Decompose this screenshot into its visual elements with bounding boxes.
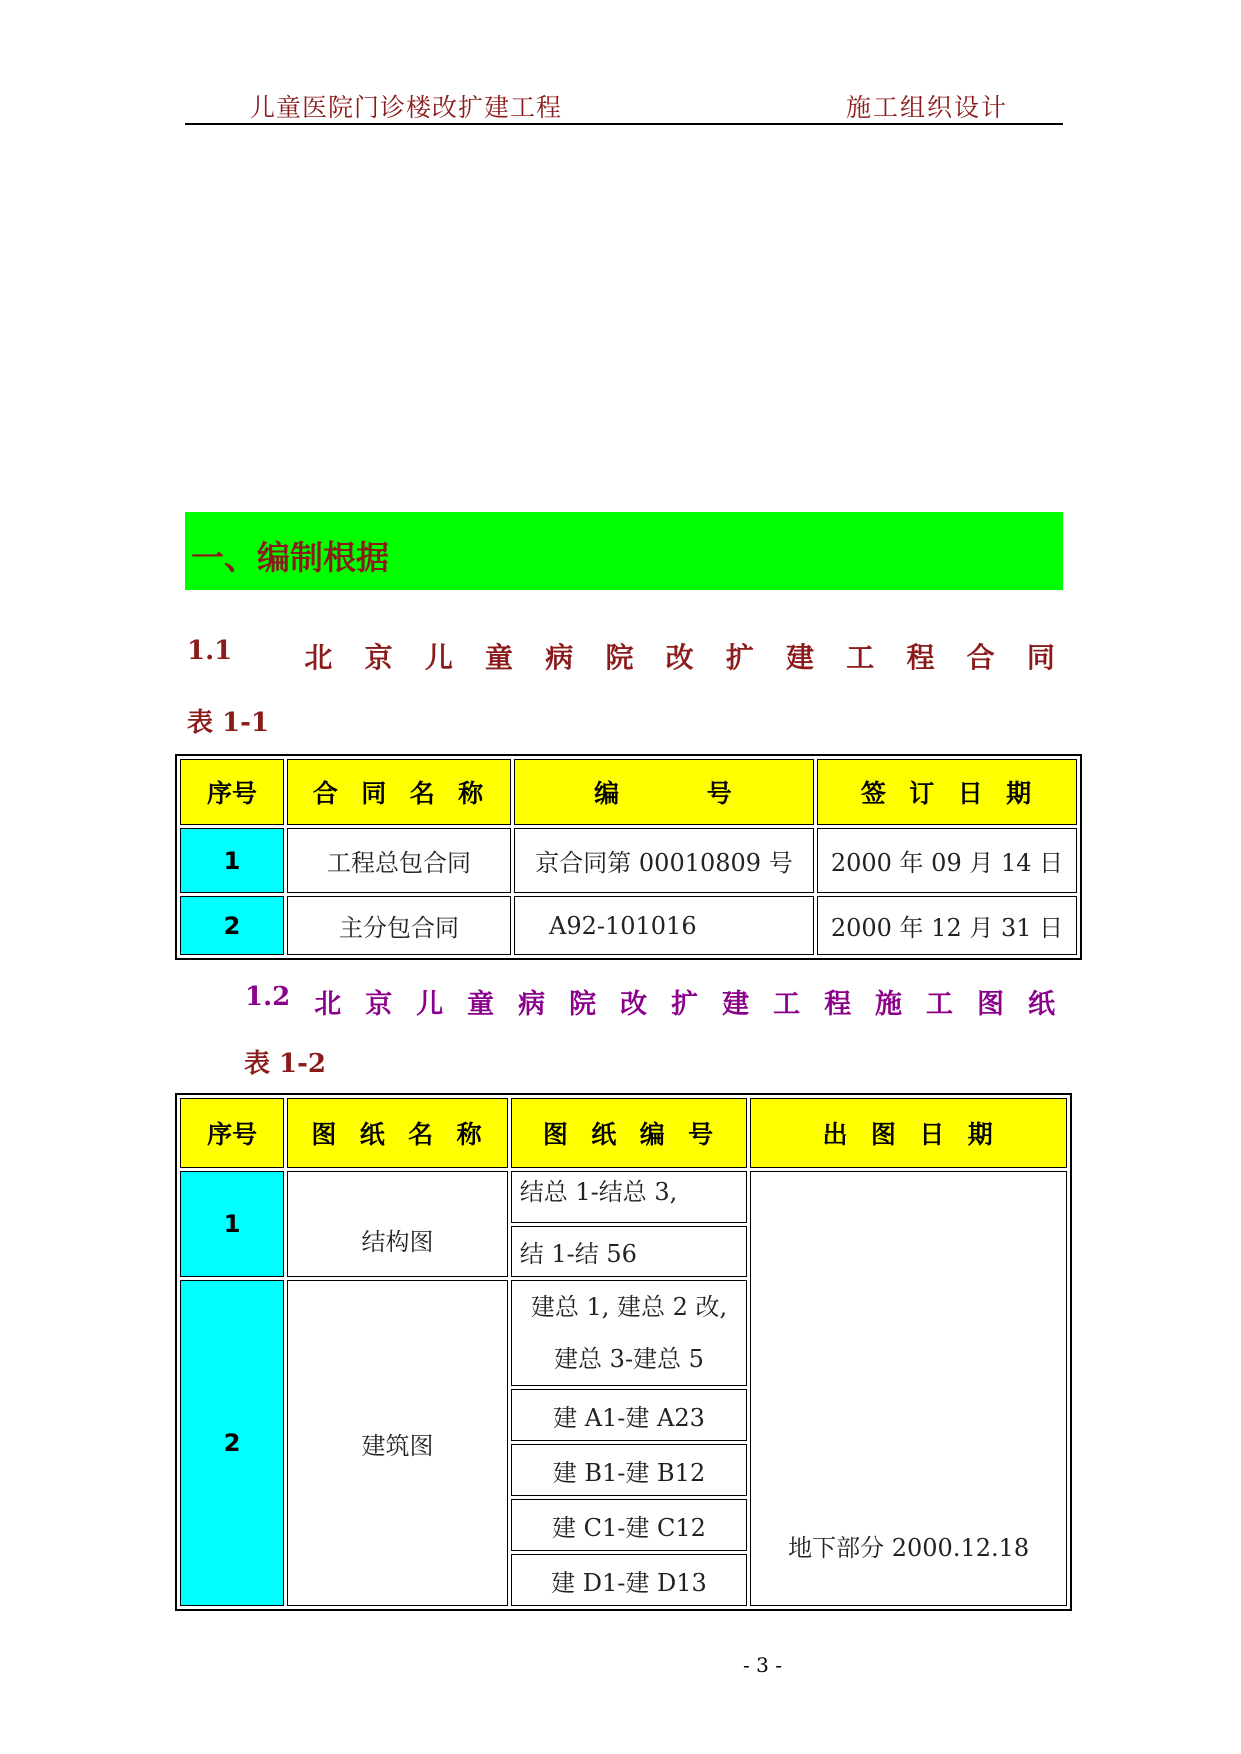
subheading-1-1-char: 合 bbox=[966, 641, 995, 674]
subheading-1-2-char: 施 bbox=[875, 989, 903, 1020]
row-index: 1 bbox=[180, 1171, 284, 1277]
drawing-code: 建 C1-建 C12 bbox=[511, 1499, 748, 1551]
subheading-1-2-char: 纸 bbox=[1028, 989, 1055, 1020]
subheading-1-1-number: 1.1 bbox=[187, 636, 233, 666]
subheading-1-1-char: 北 bbox=[304, 641, 333, 674]
subheading-1-2-char: 程 bbox=[824, 989, 852, 1020]
subheading-1-2-char: 工 bbox=[926, 989, 954, 1020]
sign-date: 2000 年 09 月 14 日 bbox=[817, 828, 1077, 893]
col-header-sign-date: 签 订 日 期 bbox=[817, 759, 1077, 825]
subheading-1-2-char: 病 bbox=[518, 989, 546, 1020]
col-header-drawing-name: 图 纸 名 称 bbox=[287, 1098, 508, 1168]
subheading-1-1-char: 儿 bbox=[424, 641, 453, 674]
contract-table bbox=[175, 754, 1082, 960]
subheading-1-1-char: 病 bbox=[545, 641, 574, 674]
table-header-row bbox=[180, 1098, 1067, 1168]
table-row bbox=[180, 896, 1077, 955]
table-1-1-label: 表 1-1 bbox=[187, 708, 270, 738]
contract-code: A92-101016 bbox=[514, 896, 814, 955]
subheading-1-2 bbox=[245, 982, 1055, 1021]
subheading-1-1-char: 童 bbox=[485, 641, 514, 674]
col-header-contract-code: 编 号 bbox=[514, 759, 814, 825]
row-index: 2 bbox=[180, 896, 284, 955]
subheading-1-2-char: 建 bbox=[722, 989, 750, 1020]
subheading-1-2-char: 院 bbox=[569, 989, 597, 1020]
subheading-1-2-char: 京 bbox=[365, 989, 393, 1020]
subheading-1-2-char: 儿 bbox=[416, 989, 444, 1020]
subheading-1-2-char: 童 bbox=[467, 989, 495, 1020]
table-header-row bbox=[180, 759, 1077, 825]
drawing-name: 结构图 bbox=[287, 1171, 508, 1277]
table-row bbox=[180, 828, 1077, 893]
drawing-code: 建 A1-建 A23 bbox=[511, 1389, 748, 1441]
drawing-code: 结 1-结 56 bbox=[511, 1226, 748, 1277]
contract-code: 京合同第 00010809 号 bbox=[514, 828, 814, 893]
col-header-contract-name: 合 同 名 称 bbox=[287, 759, 511, 825]
drawing-code-line: 建总 3-建总 5 bbox=[554, 1345, 704, 1373]
contract-name: 主分包合同 bbox=[287, 896, 511, 955]
drawing-code: 建 D1-建 D13 bbox=[511, 1554, 748, 1606]
header-rule bbox=[185, 123, 1063, 125]
issue-date: 地下部分 2000.12.18 bbox=[750, 1171, 1067, 1606]
section-heading-bar bbox=[185, 512, 1063, 590]
table-row bbox=[180, 1171, 1067, 1223]
subheading-1-2-number: 1.2 bbox=[245, 982, 291, 1012]
subheading-1-2-char: 北 bbox=[314, 989, 342, 1020]
drawing-name: 建筑图 bbox=[287, 1280, 508, 1606]
subheading-1-1-char: 京 bbox=[364, 641, 393, 674]
col-header-issue-date: 出 图 日 期 bbox=[750, 1098, 1067, 1168]
subheading-1-1-char: 程 bbox=[906, 641, 935, 674]
table-1-2-label: 表 1-2 bbox=[244, 1049, 327, 1079]
subheading-1-1-char: 院 bbox=[605, 641, 634, 674]
drawing-code bbox=[511, 1280, 748, 1386]
sign-date: 2000 年 12 月 31 日 bbox=[817, 896, 1077, 955]
header-project-title: 儿童医院门诊楼改扩建工程 bbox=[250, 93, 563, 122]
subheading-1-1 bbox=[187, 636, 1055, 676]
page-number: - 3 - bbox=[743, 1653, 782, 1677]
section-title: 一、编制根据 bbox=[191, 538, 389, 577]
subheading-1-1-char: 建 bbox=[786, 641, 815, 674]
subheading-1-2-char: 扩 bbox=[671, 989, 699, 1020]
subheading-1-2-char: 图 bbox=[977, 989, 1005, 1020]
subheading-1-1-char: 工 bbox=[846, 641, 875, 674]
subheading-1-2-char: 工 bbox=[773, 989, 801, 1020]
subheading-1-1-char: 改 bbox=[665, 641, 694, 674]
col-header-index: 序号 bbox=[180, 759, 284, 825]
header-doc-type: 施工组织设计 bbox=[846, 93, 1009, 122]
row-index: 1 bbox=[180, 828, 284, 893]
drawings-table bbox=[175, 1093, 1072, 1611]
row-index: 2 bbox=[180, 1280, 284, 1606]
contract-name: 工程总包合同 bbox=[287, 828, 511, 893]
subheading-1-2-char: 改 bbox=[620, 989, 648, 1020]
subheading-1-1-char: 扩 bbox=[725, 641, 754, 674]
col-header-drawing-code: 图 纸 编 号 bbox=[511, 1098, 748, 1168]
col-header-index: 序号 bbox=[180, 1098, 284, 1168]
drawing-code: 建 B1-建 B12 bbox=[511, 1444, 748, 1496]
drawing-code-line: 建总 1, 建总 2 改, bbox=[530, 1293, 728, 1321]
drawing-code: 结总 1-结总 3, bbox=[511, 1171, 748, 1223]
subheading-1-1-char: 同 bbox=[1026, 641, 1055, 674]
